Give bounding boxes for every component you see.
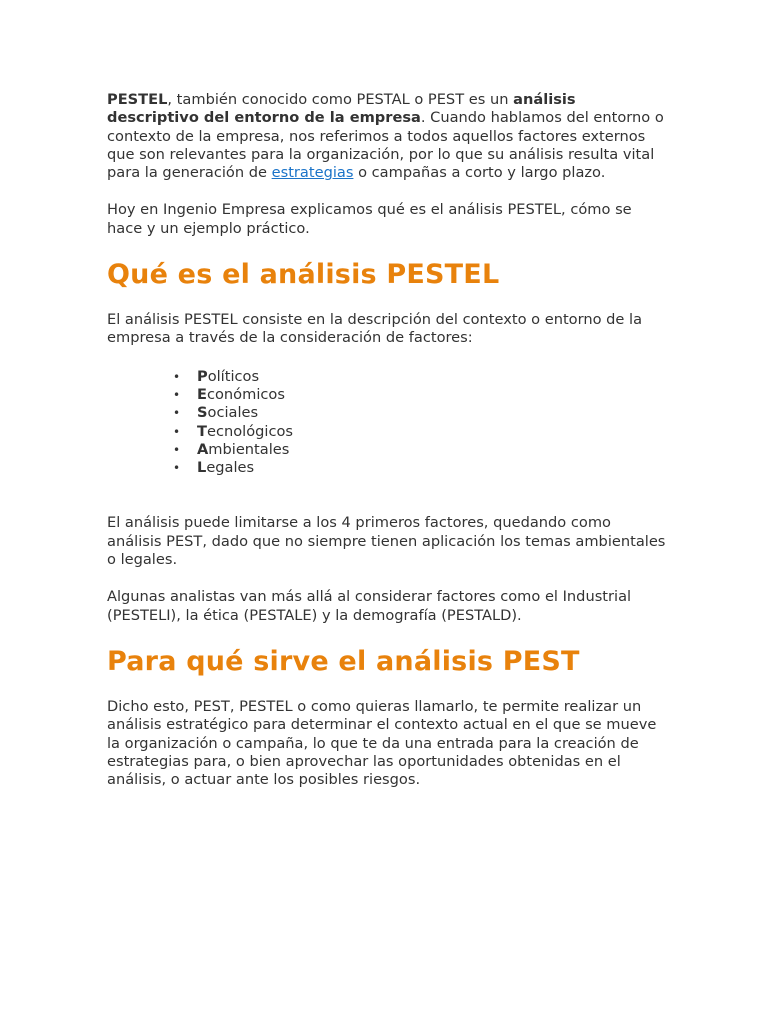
- bullet-icon: •: [173, 424, 181, 439]
- intro-bold-phrase: análisis descriptivo del entorno de la empresa: [107, 91, 576, 127]
- bullet-icon: •: [173, 406, 181, 421]
- factor-rest: egales: [206, 459, 255, 477]
- intro-text-3: o campañas a corto y largo plazo.: [353, 164, 606, 182]
- factor-rest: mbientales: [208, 440, 290, 458]
- factor-rest: conómicos: [206, 385, 285, 403]
- factor-rest: ociales: [207, 404, 259, 422]
- bullet-icon: •: [173, 461, 181, 476]
- factor-initial: P: [197, 367, 208, 385]
- intro-text-2: . Cuando hablamos del entorno o contexto de la empresa, nos referimos a todos aquellos factores externos que son relevantes para la organización, por lo que su análisis resulta vital para la generación de: [107, 109, 664, 182]
- factors-list: [107, 368, 667, 478]
- factor-initial: L: [197, 459, 207, 477]
- list-item: [173, 440, 667, 459]
- list-item: [173, 459, 667, 477]
- section-heading-que-es: Qué es el análisis PESTEL: [107, 259, 500, 291]
- list-item: [173, 367, 667, 386]
- section2-paragraph: Dicho esto, PEST, PESTEL o como quieras llamarlo, te permite realizar un análisis estratégico para determinar el contexto actual en el que se mueve la organización o campaña, lo que te da una entrada para la creación de estrategias para, o bien aprovechar las oportunidades obtenidas en el análisis, o actuar ante los posibles riesgos.: [107, 697, 657, 789]
- intro-text-1: , también conocido como PESTAL o PEST es un: [167, 91, 514, 108]
- intro-paragraph: [107, 91, 667, 182]
- estrategias-link[interactable]: estrategias: [271, 164, 354, 182]
- factor-initial: S: [197, 404, 208, 422]
- section1-paragraph-3: Algunas analistas van más allá al considerar factores como el Industrial (PESTELI), la ética (PESTALE) y la demografía (PESTALD).: [107, 588, 632, 624]
- list-item: [173, 422, 667, 441]
- bullet-icon: •: [173, 442, 181, 457]
- intro-paragraph-2: Hoy en Ingenio Empresa explicamos qué es el análisis PESTEL, cómo se hace y un ejemplo práctico.: [107, 201, 632, 237]
- factor-initial: T: [197, 422, 207, 440]
- factor-initial: A: [197, 440, 209, 458]
- section1-paragraph: El análisis PESTEL consiste en la descripción del contexto o entorno de la empresa a través de la consideración de factores:: [107, 311, 643, 347]
- section1-paragraph-2: El análisis puede limitarse a los 4 primeros factores, quedando como análisis PEST, dado que no siempre tienen aplicación los temas ambientales o legales.: [107, 514, 666, 569]
- factor-initial: E: [197, 385, 207, 403]
- bullet-icon: •: [173, 369, 181, 384]
- factor-rest: olíticos: [207, 367, 260, 385]
- article-body: [107, 91, 667, 789]
- factor-rest: ecnológicos: [206, 422, 294, 440]
- list-item: [173, 385, 667, 404]
- bullet-icon: •: [173, 387, 181, 402]
- section-heading-para-que: Para qué sirve el análisis PEST: [107, 645, 580, 677]
- list-item: [173, 404, 667, 422]
- term-pestel: PESTEL: [107, 91, 168, 108]
